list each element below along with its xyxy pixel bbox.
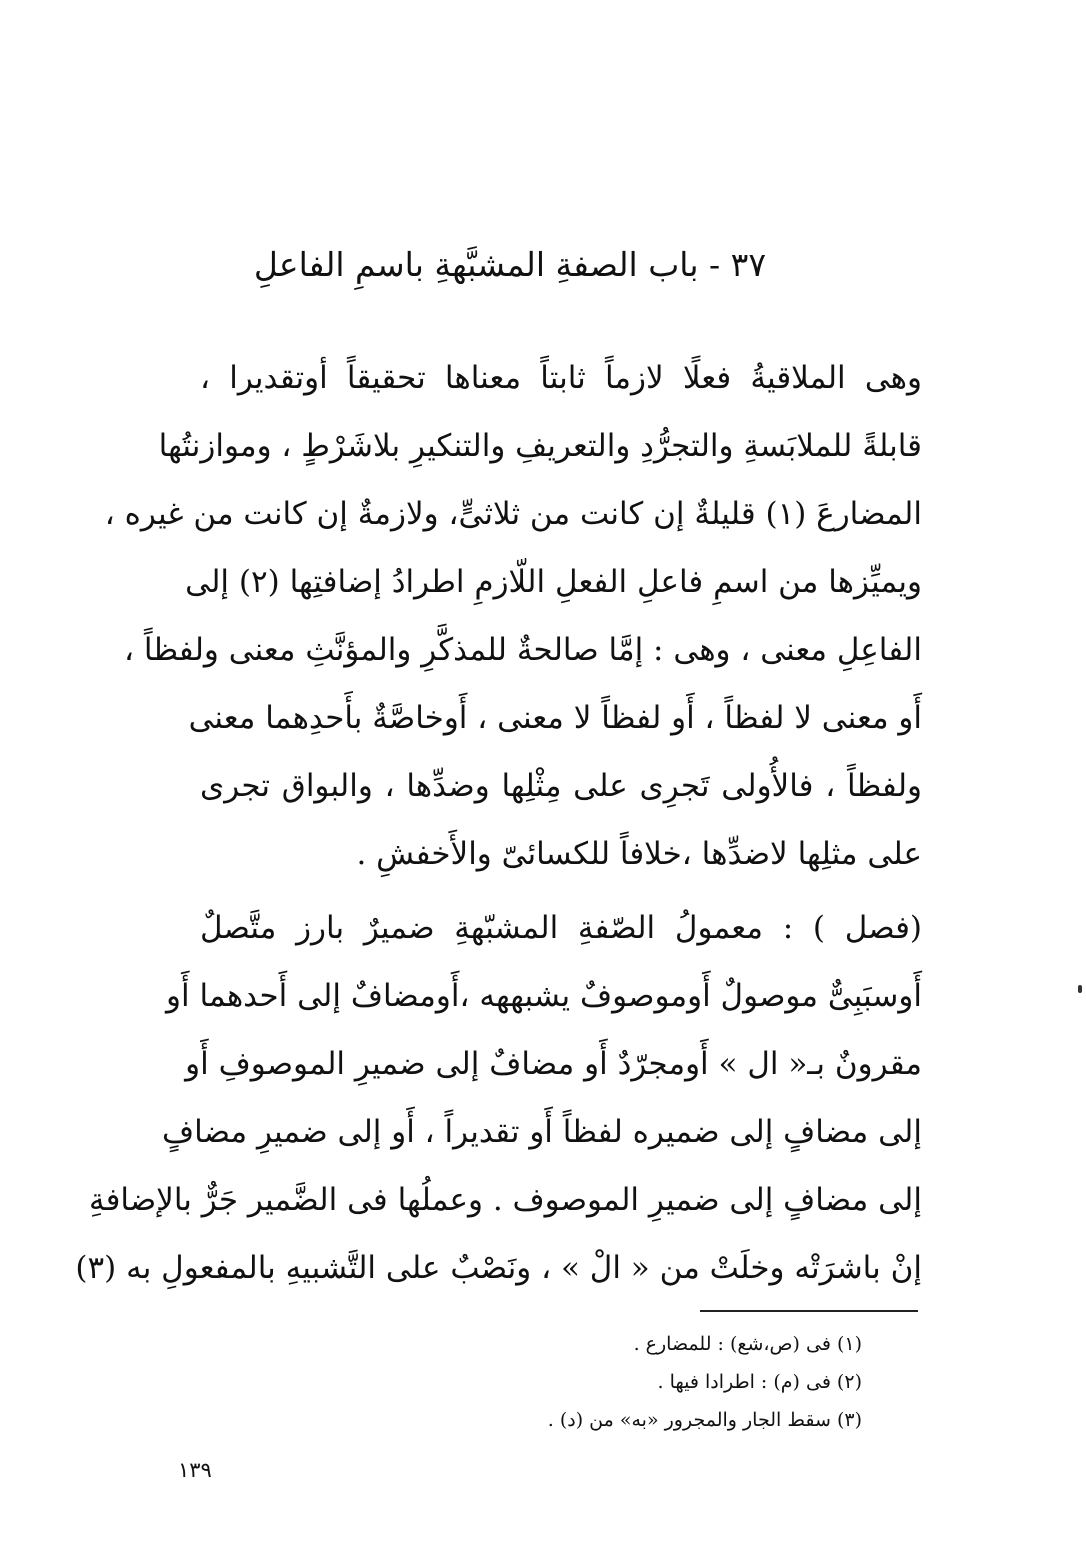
text-line: إلى مضافٍ إلى ضميرِ الموصوف . وعملُها فى الضَّمير جَرٌّ بالإضافةِ: [88, 1182, 922, 1218]
text-line: ولفظاً ، فالأُولى تَجرِى على مِثْلِها وضدِّها ، والبواق تجرى: [200, 768, 922, 804]
text-line: مقرونٌ بـ« ال » أَومجرّدٌ أَو مضافٌ إلى ضميرِ الموصوفِ أَو: [185, 1046, 922, 1082]
page-number: ١٣٩: [178, 1458, 212, 1482]
text-line: قابلةً للملابَسةِ والتجرُّدِ والتعريفِ والتنكيرِ بلاشَرْطٍ ، وموازنتُها: [158, 428, 922, 464]
text-line: (فصل ) : معمولُ الصّفةِ المشبّهةِ ضميرٌ بارز متَّصلٌ: [200, 910, 922, 946]
footnote-2: (٢) فى (م) : اطرادا فيها .: [657, 1371, 862, 1393]
text-line: أَو معنى لا لفظاً ، أَو لفظاً لا معنى ، أَوخاصَّةٌ بأَحدِهما معنى: [188, 700, 922, 736]
chapter-title: ٣٧ - باب الصفةِ المشبَّهةِ باسمِ الفاعلِ: [253, 245, 767, 284]
text-line: وهى الملاقيةُ فعلًا لازماً ثابتاً معناها تحقيقاً أوتقديرا ،: [200, 360, 922, 396]
footnote-divider: [700, 1310, 918, 1312]
text-line: إنْ باشرَتْه وخلَتْ من « الْ » ، ونَصْبٌ على التَّشبيهِ بالمفعولِ به (٣): [75, 1250, 922, 1286]
footnotes: [420, 1325, 862, 1439]
text-line: أَوسبَبِىٌّ موصولٌ أَوموصوفٌ يشبههه ،أَومضافٌ إلى أَحدهما أَو: [166, 978, 922, 1014]
footnote-3: (٣) سقط الجار والمجرور «به» من (د) .: [547, 1409, 862, 1431]
text-line: إلى مضافٍ إلى ضميره لفظاً أَو تقديراً ، أَو إلى ضميرِ مضافٍ: [162, 1114, 922, 1150]
text-line: على مثلِها لاضدِّها ،خلافاً للكسائىّ والأَخفشِ .: [356, 836, 922, 872]
footnote-1: (١) فى (ص،شع) : للمضارع .: [633, 1333, 862, 1355]
paragraph-1: [104, 344, 922, 888]
text-line: ويميِّزها من اسمِ فاعلِ الفعلِ اللّازمِ اطرادُ إضافتِها (٢) إلى: [185, 564, 922, 600]
text-line: المضارعَ (١) قليلةٌ إن كانت من ثلاثىٍّ، ولازمةٌ إن كانت من غيره ،: [104, 496, 922, 532]
text-line: الفاعِلِ معنى ، وهى : إمَّا صالحةٌ للمذكَّرِ والمؤنَّثِ معنى ولفظاً ،: [124, 632, 922, 668]
scan-edge-mark: [1078, 985, 1082, 993]
paragraph-2: [75, 894, 922, 1302]
